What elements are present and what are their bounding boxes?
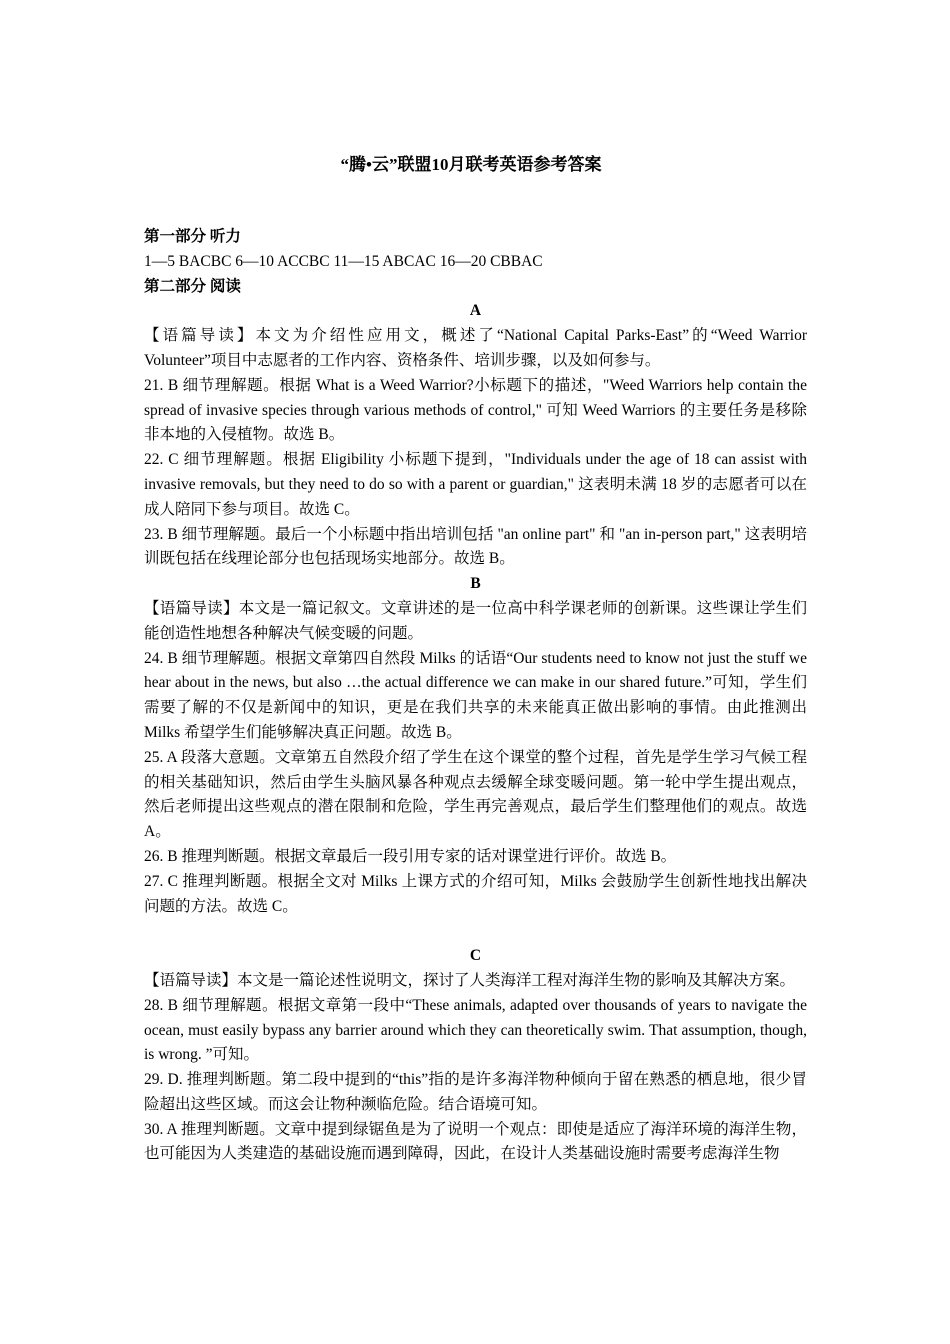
answer-22: 22. C 细节理解题。根据 Eligibility 小标题下提到，"Individuals under the age of 18 can assist with invasive removals, but they need to do so with a parent or guardian," 这表明未满 18 岁的志愿者可以在成人陪同下参与项目。故选 C。 — [144, 451, 807, 518]
document-body — [144, 225, 807, 1167]
answer-28: 28. B 细节理解题。根据文章第一段中“These animals, adapted over thousands of years to navigate the ocean, must easily bypass any barrier around which they can theoretically swim. That assumption, though, is wrong. ”可知。 — [144, 996, 807, 1064]
section-b-intro: 【语篇导读】本文是一篇记叙文。文章讲述的是一位高中科学课老师的创新课。这些课让学生们能创造性地想各种解决气候变暖的问题。 — [144, 599, 807, 642]
section-c-intro: 【语篇导读】本文是一篇论述性说明文，探讨了人类海洋工程对海洋生物的影响及其解决方案。 — [144, 971, 796, 989]
answer-21: 21. B 细节理解题。根据 What is a Weed Warrior?小标题下的描述，"Weed Warriors help contain the spread of invasive species through various methods of control," 可知 Weed Warriors 的主要任务是移除非本地的入侵植物。故选 B。 — [144, 376, 807, 444]
answer-29: 29. D. 推理判断题。第二段中提到的“this”指的是许多海洋物种倾向于留在熟悉的栖息地，很少冒险超出这些区域。而这会让物种濒临危险。结合语境可知。 — [144, 1071, 807, 1113]
section-b-label: B — [470, 575, 481, 593]
listening-answers: 1—5 BACBC 6—10 ACCBC 11—15 ABCAC 16—20 CBBAC — [144, 252, 543, 270]
answer-24: 24. B 细节理解题。根据文章第四自然段 Milks 的话语“Our students need to know not just the stuff we hear about in the news, but also …the actual difference we can make in our shared future.”可知，学生们需要了解的不仅是新闻中的知识，更是在我们共享的未来能真正做出影响的事情。由此推测出 Milks 希望学生们能够解决真正问题。故选 B。 — [144, 649, 807, 741]
section-a-label: A — [469, 302, 482, 320]
part1-heading: 第一部分 听力 — [144, 228, 241, 245]
answer-26: 26. B 推理判断题。根据文章最后一段引用专家的话对课堂进行评价。故选 B。 — [144, 847, 677, 865]
part2-heading: 第二部分 阅读 — [144, 277, 241, 295]
answer-25: 25. A 段落大意题。文章第五自然段介绍了学生在这个课堂的整个过程，首先是学生学习气候工程的相关基础知识，然后由学生头脑风暴各种观点去缓解全球变暖问题。第一轮中学生提出观点，然后老师提出这些观点的潜在限制和危险，学生再完善观点，最后学生们整理他们的观点。故选 A。 — [144, 748, 807, 841]
answer-30: 30. A 推理判断题。文章中提到绿锯鱼是为了说明一个观点：即使是适应了海洋环境的海洋生物，也可能因为人类建造的基础设施而遇到障碍，因此，在设计人类基础设施时需要考虑海洋生物 — [144, 1120, 807, 1163]
answer-27: 27. C 推理判断题。根据全文对 Milks 上课方式的介绍可知，Milks 会鼓励学生创新性地找出解决问题的方法。故选 C。 — [144, 872, 807, 915]
answer-23: 23. B 细节理解题。最后一个小标题中指出培训包括 "an online part" 和 "an in-person part," 这表明培训既包括在线理论部分也包括现场实地部分。故选 B。 — [144, 525, 807, 568]
section-c-label: C — [469, 947, 482, 965]
spacer — [144, 919, 807, 944]
section-a-intro: 【语篇导读】本文为介绍性应用文，概述了“National Capital Parks-East”的“Weed Warrior Volunteer”项目中志愿者的工作内容、资格条件、培训步骤，以及如何参与。 — [144, 327, 807, 369]
page-title — [0, 150, 950, 175]
page-title-text: “腾•云”联盟10月联考英语参考答案 — [340, 155, 602, 174]
